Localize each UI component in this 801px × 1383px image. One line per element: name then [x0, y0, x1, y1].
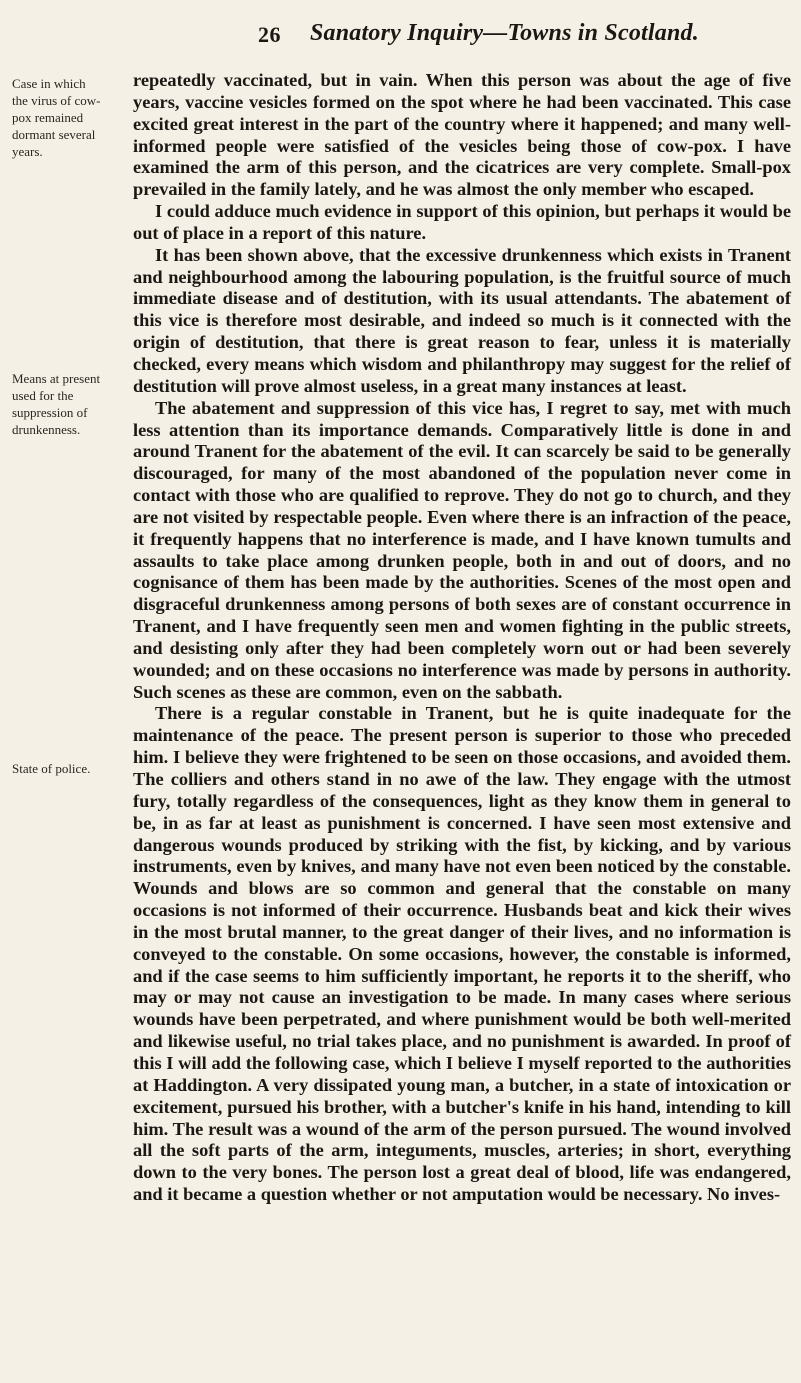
paragraph-2: I could adduce much evidence in support of this opinion, but perhaps it would be out of place in a report of this nature.: [133, 201, 791, 243]
paragraph-3: It has been shown above, that the excessive drunkenness which exists in Tranent and neighbourhood among the labouring population, is the fruitful source of much immediate disease and of destitution, with its usual attendants. The abatement of this vice is therefore most desirable, and indeed so much is it connected with the origin of destitution, that there is great reason to fear, unless it is materially checked, every means which wisdom and philanthropy may suggest for the relief of destitution will prove almost useless, in a great many instances at least.: [133, 244, 791, 396]
page-header: [0, 18, 801, 48]
paragraph-1: repeatedly vaccinated, but in vain. When this person was about the age of five years, vaccine vesicles formed on the spot where he had been vaccinated. This case excited great interest in the part of the country where it happened; and many well-informed people were satisfied of the vesicles being those of cow-pox. I have examined the arm of this person, and the cicatrices are very complete. Small-pox prevailed in the family lately, and he was almost the only member who escaped.: [133, 70, 791, 200]
sidenote-cow-pox: Case in which the virus of cow-pox remained dormant several years.: [12, 76, 101, 159]
page-number: 26: [258, 22, 281, 47]
body-text: [133, 70, 791, 1206]
sidenote-drunkenness: Means at present used for the suppression of drunkenness.: [12, 371, 101, 437]
sidenote-police: State of police.: [12, 761, 91, 776]
paragraph-5: There is a regular constable in Tranent, but he is quite inadequate for the maintenance of the peace. The present person is superior to those who preceded him. I believe they were frightened to be seen on those occasions, and avoided them. The colliers and others stand in no awe of the law. They engage with the utmost fury, totally regardless of the consequences, light as they know them in general to be, in as far at least as punishment is concerned. I have seen most extensive and dangerous wounds produced by striking with the fist, by kicking, and by various instruments, even by knives, and many have not even been noticed by the constable. Wounds and blows are so common and general that the constable on many occasions is not informed of their occurrence. Husbands beat and kick their wives in the most brutal manner, to the great danger of their lives, and no information is conveyed to the constable. On some occasions, however, the constable is informed, and if the case seems to him sufficiently important, he reports it to the sheriff, who may or may not cause an investigation to be made. In many cases where serious wounds have been perpetrated, and where punishment would be both well-merited and likewise useful, no trial takes place, and no punishment is awarded. In proof of this I will add the following case, which I believe I myself reported to the authorities at Haddington. A very dissipated young man, a butcher, in a state of intoxication or excitement, pursued his brother, with a butcher's knife in his hand, intending to kill him. The result was a wound of the arm of the person pursued. The wound involved all the soft parts of the arm, integuments, muscles, arteries; in short, everything down to the very bones. The person lost a great deal of blood, life was endangered, and it became a question whether or not amputation would be necessary. No inves-: [133, 703, 791, 1205]
paragraph-4: The abatement and suppression of this vice has, I regret to say, met with much less attention than its importance demands. Comparatively little is done in and around Tranent for the abatement of the evil. It can scarcely be said to be generally discouraged, for many of the most abandoned of the population never come in contact with those who are qualified to reprove. They do not go to church, and they are not visited by respectable people. Even where there is an infraction of the peace, it frequently happens that no interference is made, and I have known tumults and assaults to take place among drunken people, both in and out of doors, and no cognisance of them has been made by the authorities. Scenes of the most open and disgraceful drunkenness among persons of both sexes are of constant occurrence in Tranent, and I have frequently seen men and women fighting in the public streets, and desisting only after they had been completely worn out or had been severely wounded; and on these occasions no interference was made by persons in authority. Such scenes as these are common, even on the sabbath.: [133, 397, 791, 702]
running-title: Sanatory Inquiry—Towns in Scotland.: [310, 20, 699, 46]
